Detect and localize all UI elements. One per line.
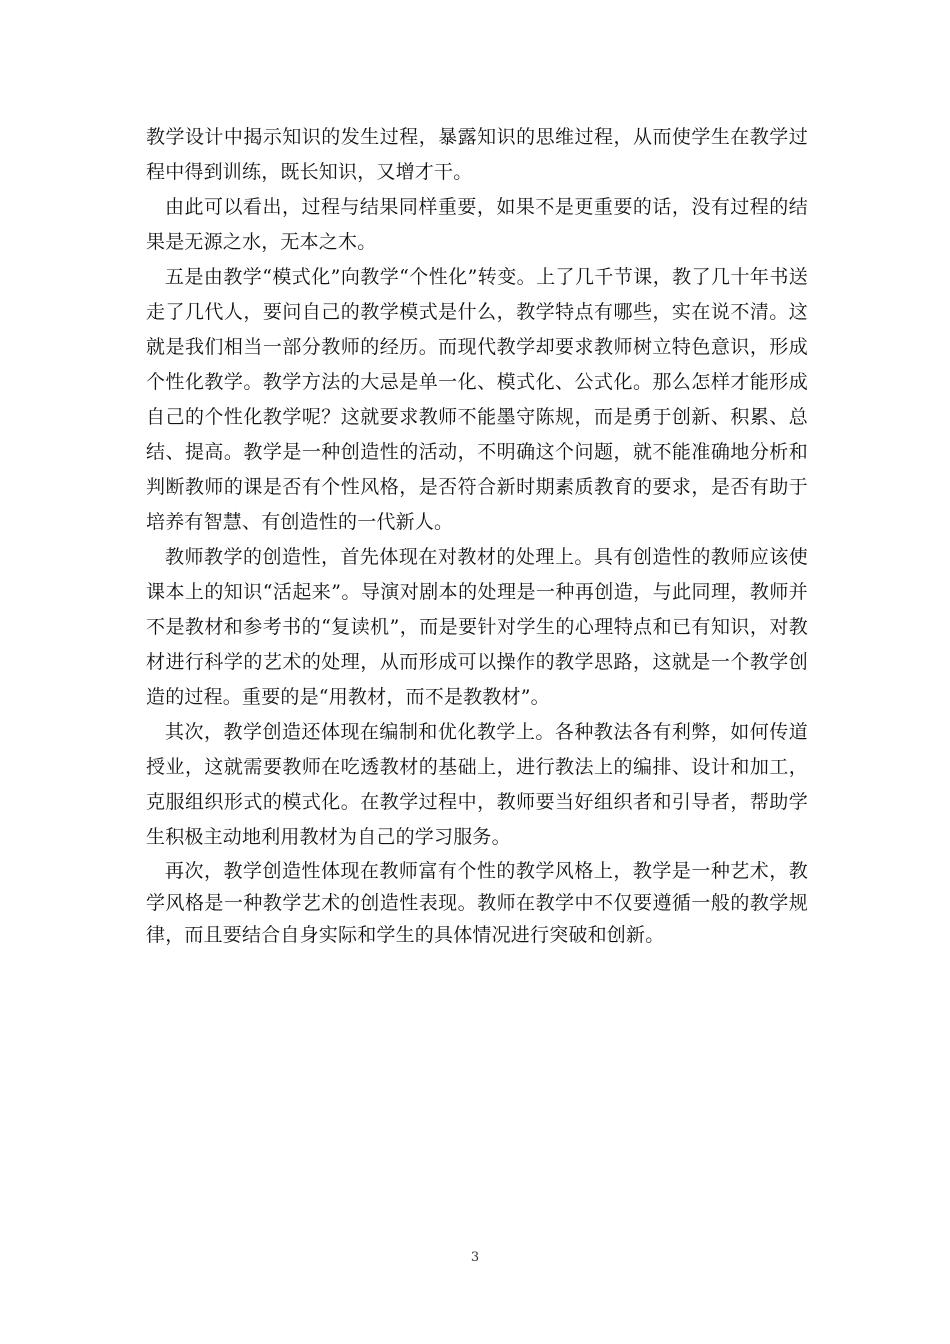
paragraph-teaching-style: 再次，教学创造性体现在教师富有个性的教学风格上，教学是一种艺术，教学风格是一种教学艺术的创造性表现。教师在教学中不仅要遵循一般的教学规律，而且要结合自身实际和学生的具体情况进行突破和创新。 bbox=[146, 860, 808, 946]
paragraph-textbook-creativity: 教师教学的创造性，首先体现在对教材的处理上。具有创造性的教师应该使课本上的知识“活起来”。导演对剧本的处理是一种再创造，与此同理，教师并不是教材和参考书的“复读机”，而是要针对学生的心理特点和已有知识，对教材进行科学的艺术的处理，从而形成可以操作的教学思路，这就是一个教学创造的过程。重要的是“用教材，而不是教教材”。 bbox=[146, 546, 808, 708]
paragraph-method-optimization: 其次，教学创造还体现在编制和优化教学上。各种教法各有利弊，如何传道授业，这就需要教师在吃透教材的基础上，进行教法上的编排、设计和加工，克服组织形式的模式化。在教学过程中，教师要当好组织者和引导者，帮助学生积极主动地利用教材为自己的学习服务。 bbox=[146, 721, 808, 848]
body-text bbox=[146, 120, 808, 951]
paragraph-continuation: 教学设计中揭示知识的发生过程，暴露知识的思维过程，从而使学生在教学过程中得到训练，既长知识，又增才干。 bbox=[146, 126, 808, 183]
page-number: 3 bbox=[470, 1250, 480, 1265]
paragraph-personalization: 五是由教学“模式化”向教学“个性化”转变。上了几千节课，教了几十年书送走了几代人，要问自己的教学模式是什么，教学特点有哪些，实在说不清。这就是我们相当一部分教师的经历。而现代教学却要求教师树立特色意识，形成个性化教学。教学方法的大忌是单一化、模式化、公式化。那么怎样才能形成自己的个性化教学呢？这就要求教师不能墨守陈规，而是勇于创新、积累、总结、提高。教学是一种创造性的活动，不明确这个问题，就不能准确地分析和判断教师的课是否有个性风格，是否符合新时期素质教育的要求，是否有助于培养有智慧、有创造性的一代新人。 bbox=[146, 266, 808, 533]
paragraph-process-importance: 由此可以看出，过程与结果同样重要，如果不是更重要的话，没有过程的结果是无源之水，无本之木。 bbox=[146, 196, 808, 253]
